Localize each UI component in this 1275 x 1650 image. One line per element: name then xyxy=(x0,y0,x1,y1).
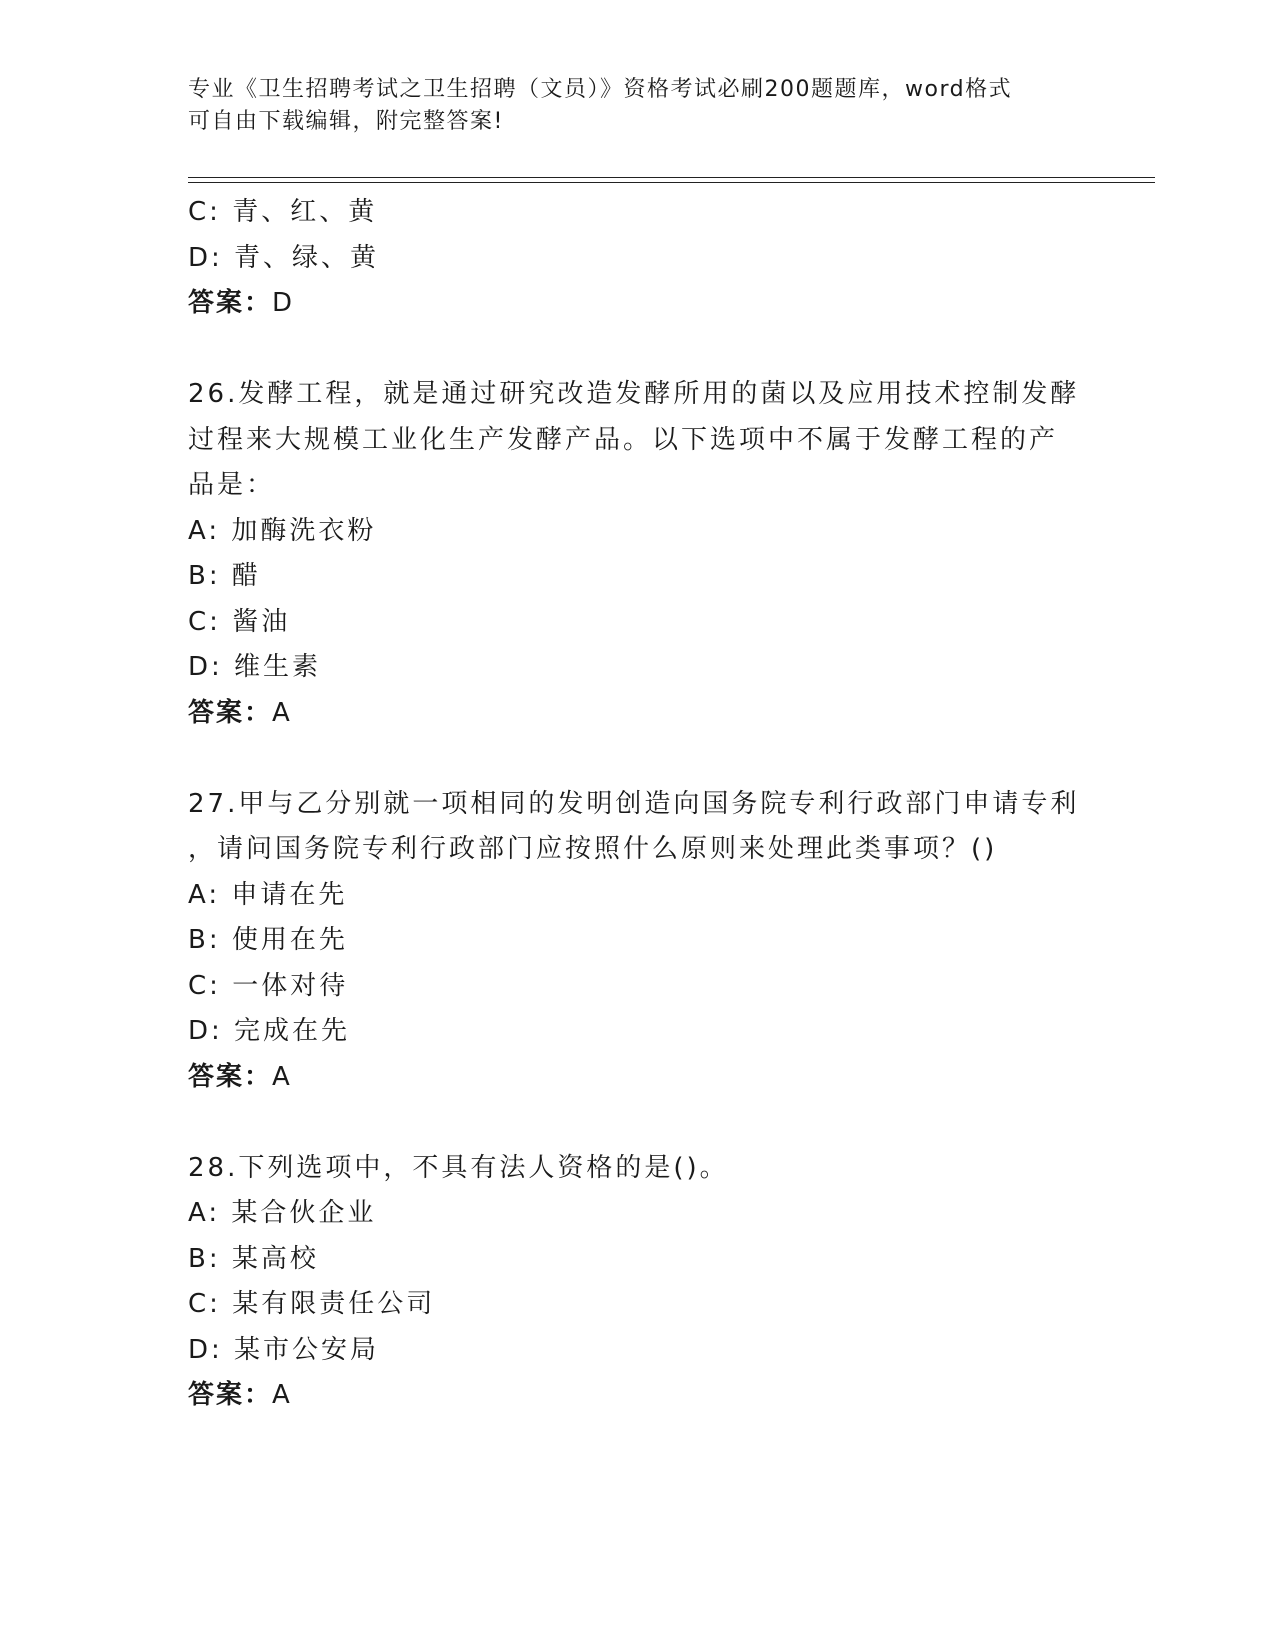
option-label: B: xyxy=(188,925,221,955)
answer-value: D xyxy=(272,288,296,318)
option-text: 完成在先 xyxy=(234,1016,351,1046)
option-c xyxy=(188,190,1088,236)
option-c xyxy=(188,964,1088,1010)
option-label: A: xyxy=(188,515,221,546)
question-stem-line: ，请问国务院专利行政部门应按照什么原则来处理此类事项？() xyxy=(188,834,998,864)
option-text: 酱油 xyxy=(232,606,291,637)
option-b xyxy=(188,554,1088,600)
question-stem-line: 27.甲与乙分别就一项相同的发明创造向国务院专利行政部门申请专利 xyxy=(188,788,1080,819)
question-stem-line: 28.下列选项中，不具有法人资格的是()。 xyxy=(188,1152,729,1183)
option-label: D: xyxy=(188,242,223,273)
question-26 xyxy=(188,372,1088,736)
option-d xyxy=(188,645,1088,691)
option-text: 某高校 xyxy=(231,1243,319,1274)
option-text: 申请在先 xyxy=(231,879,348,910)
option-label: C: xyxy=(188,197,221,227)
question-stem-line: 过程来大规模工业化生产发酵产品。以下选项中不属于发酵工程的产 xyxy=(188,424,1059,455)
option-b xyxy=(188,918,1088,964)
header-line-2: 可自由下载编辑，附完整答案! xyxy=(188,109,504,134)
question-25-continued xyxy=(188,190,1088,327)
option-text: 某合伙企业 xyxy=(231,1198,377,1228)
answer-line xyxy=(188,1373,1088,1419)
answer-label: 答案： xyxy=(188,288,273,318)
option-text: 醋 xyxy=(231,561,261,591)
option-label: C: xyxy=(188,606,221,637)
option-label: B: xyxy=(188,561,221,591)
answer-value: A xyxy=(272,1061,293,1092)
option-label: C: xyxy=(188,970,221,1001)
answer-value: A xyxy=(272,1380,293,1410)
option-a xyxy=(188,873,1088,919)
option-label: A: xyxy=(188,1198,221,1228)
question-stem-line: 26.发酵工程，就是通过研究改造发酵所用的菌以及应用技术控制发酵 xyxy=(188,379,1080,409)
option-label: D: xyxy=(188,1334,223,1365)
header-rule-top xyxy=(188,177,1155,178)
option-text: 青、绿、黄 xyxy=(234,242,380,273)
answer-line xyxy=(188,1055,1088,1101)
answer-label: 答案： xyxy=(188,1380,273,1410)
option-label: D: xyxy=(188,1016,223,1046)
option-label: B: xyxy=(188,1243,221,1274)
option-label: D: xyxy=(188,652,223,682)
option-text: 某市公安局 xyxy=(234,1334,380,1365)
header-rule-bottom xyxy=(188,182,1155,183)
question-28 xyxy=(188,1146,1088,1419)
header-line-1: 专业《卫生招聘考试之卫生招聘（文员）》资格考试必刷200题题库，word格式 xyxy=(188,77,1013,102)
option-label: C: xyxy=(188,1289,221,1319)
answer-line xyxy=(188,691,1088,737)
answer-line xyxy=(188,281,1088,327)
option-d xyxy=(188,1328,1088,1374)
option-b xyxy=(188,1237,1088,1283)
answer-label: 答案： xyxy=(188,697,273,728)
question-stem-line: 品是： xyxy=(188,470,276,500)
question-27 xyxy=(188,782,1088,1101)
option-c xyxy=(188,600,1088,646)
answer-label: 答案： xyxy=(188,1061,273,1092)
option-text: 维生素 xyxy=(234,652,322,682)
option-text: 某有限责任公司 xyxy=(232,1289,436,1319)
option-d xyxy=(188,236,1088,282)
option-text: 青、红、黄 xyxy=(232,197,378,227)
option-text: 一体对待 xyxy=(232,970,349,1001)
question-list xyxy=(188,190,1088,1419)
option-label: A: xyxy=(188,879,221,910)
option-d xyxy=(188,1009,1088,1055)
answer-value: A xyxy=(272,697,293,728)
option-text: 使用在先 xyxy=(231,925,348,955)
option-text: 加酶洗衣粉 xyxy=(231,515,377,546)
option-c xyxy=(188,1282,1088,1328)
document-header xyxy=(188,74,1068,138)
option-a xyxy=(188,509,1088,555)
option-a xyxy=(188,1191,1088,1237)
